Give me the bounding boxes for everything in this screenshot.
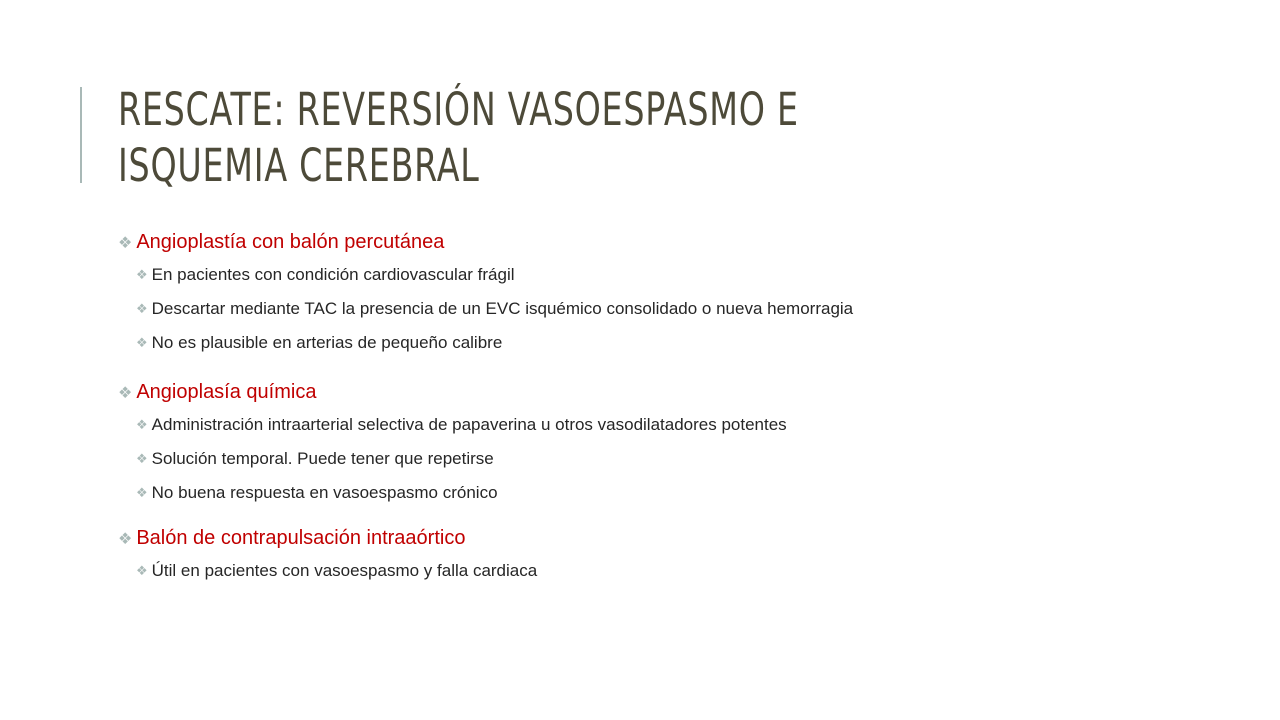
bullet-group-angioplasia-quimica [118, 378, 1248, 510]
diamond-bullet-icon: ❖ [136, 563, 148, 579]
bullet-item [118, 258, 1248, 292]
bullet-heading-text: Balón de contrapulsación intraaórtico [136, 526, 466, 549]
bullet-item [118, 442, 1248, 476]
diamond-bullet-icon: ❖ [136, 451, 148, 467]
bullet-heading [118, 524, 1248, 552]
bullet-item-text: No buena respuesta en vasoespasmo crónico [151, 483, 498, 502]
bullet-item [118, 476, 1248, 510]
diamond-bullet-icon: ❖ [136, 485, 148, 501]
bullet-heading [118, 228, 1248, 256]
diamond-bullet-icon: ❖ [118, 232, 133, 252]
bullet-item-text: No es plausible en arterias de pequeño calibre [151, 333, 503, 352]
bullet-item-text: En pacientes con condición cardiovascular frágil [151, 265, 515, 284]
bullet-item-text: Descartar mediante TAC la presencia de un EVC isquémico consolidado o nueva hemorragia [151, 299, 854, 318]
bullet-item-text: Solución temporal. Puede tener que repetirse [151, 449, 494, 468]
title-accent-bar [80, 87, 82, 183]
bullet-group-angioplastia-balon [118, 228, 1248, 360]
bullet-item [118, 326, 1248, 360]
bullet-item-text: Administración intraarterial selectiva de papaverina u otros vasodilatadores potentes [151, 415, 787, 434]
diamond-bullet-icon: ❖ [136, 335, 148, 351]
bullet-heading [118, 378, 1248, 406]
bullet-heading-text: Angioplasía química [136, 380, 317, 403]
bullet-item [118, 292, 1248, 326]
diamond-bullet-icon: ❖ [136, 301, 148, 317]
bullet-item-text: Útil en pacientes con vasoespasmo y falla cardiaca [151, 561, 538, 580]
bullet-heading-text: Angioplastía con balón percutánea [136, 230, 445, 253]
diamond-bullet-icon: ❖ [118, 382, 133, 402]
diamond-bullet-icon: ❖ [118, 528, 133, 548]
bullet-item [118, 554, 1248, 588]
slide-body [118, 228, 1248, 588]
bullet-group-balon-contrapulsacion [118, 524, 1248, 588]
slide-title: RESCATE: REVERSIÓN VASOESPASMO E ISQUEMIA CEREBRAL [118, 83, 799, 192]
diamond-bullet-icon: ❖ [136, 417, 148, 433]
diamond-bullet-icon: ❖ [136, 267, 148, 283]
bullet-item [118, 408, 1248, 442]
